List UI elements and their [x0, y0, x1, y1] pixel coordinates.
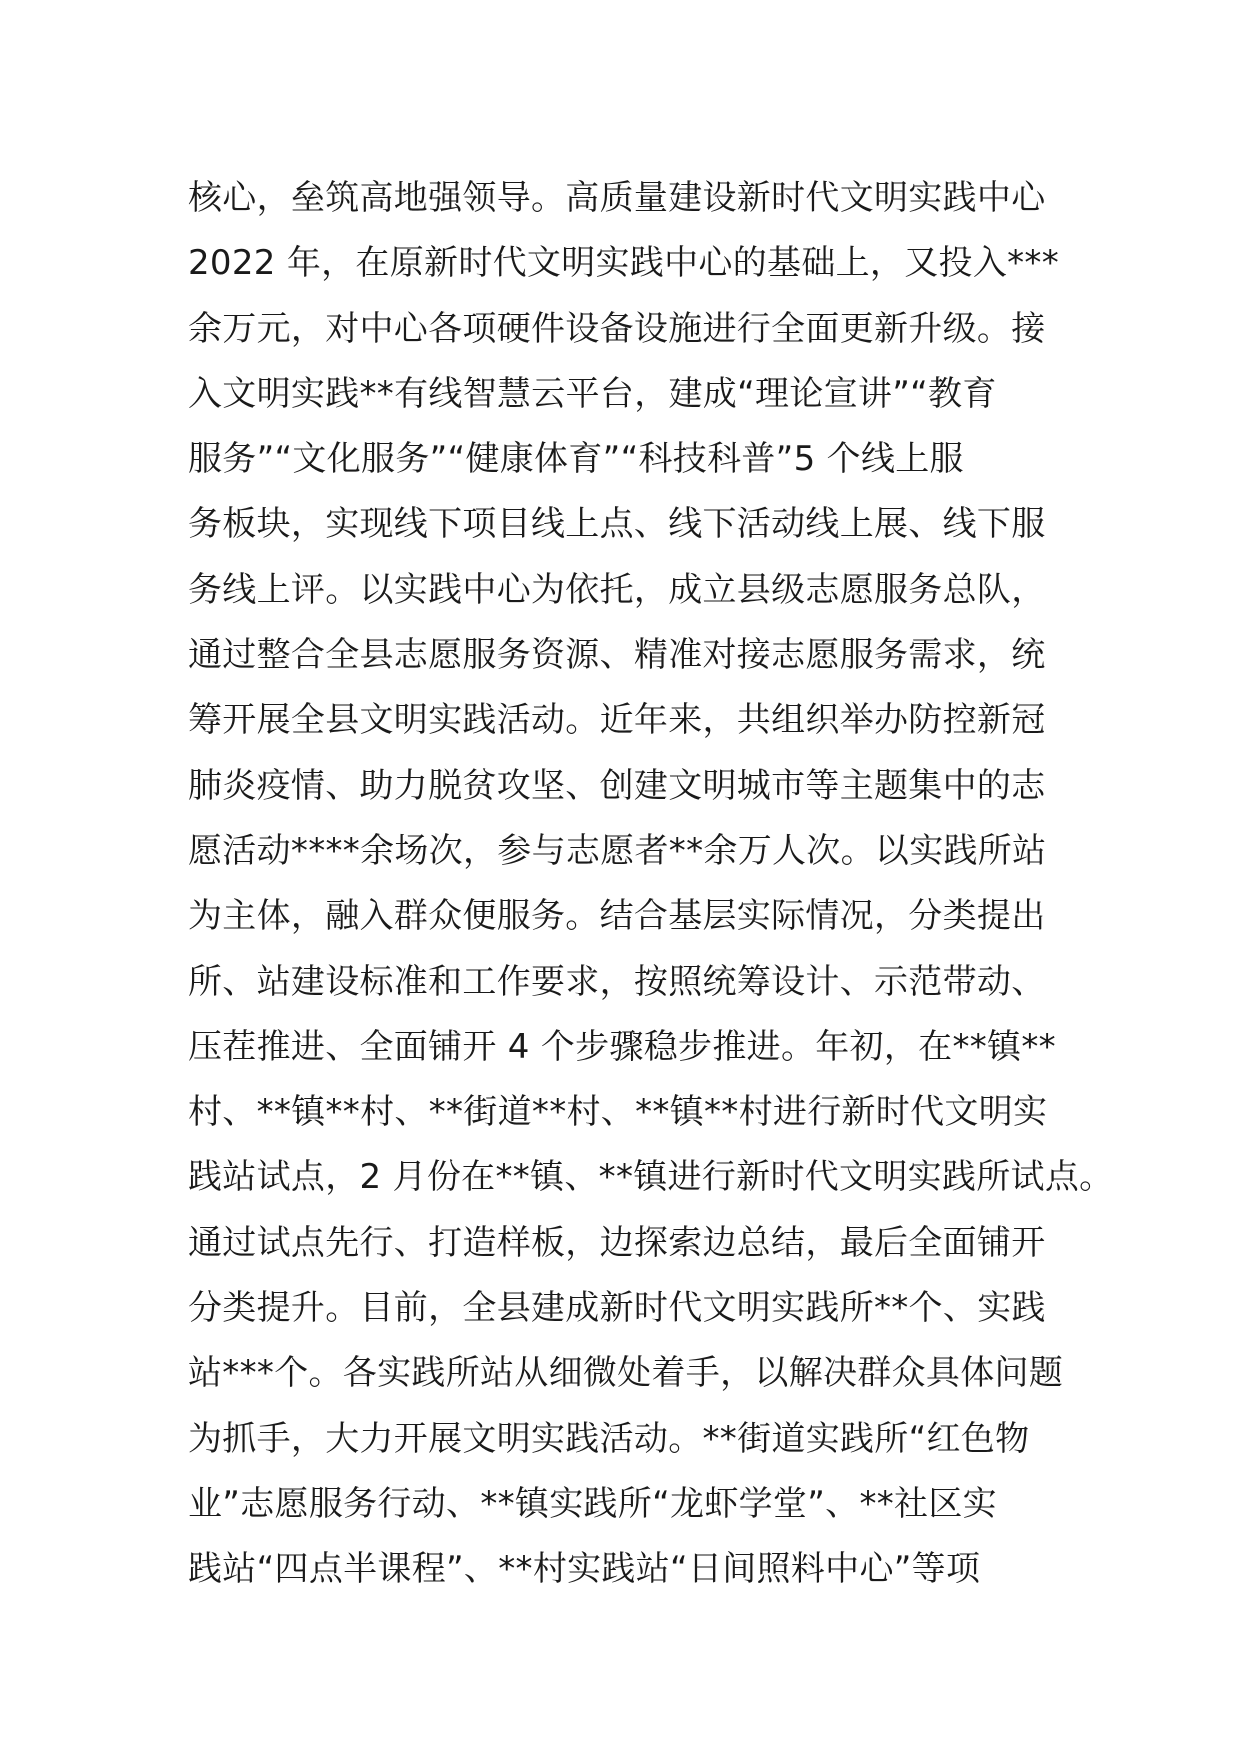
text-line: 筹开展全县文明实践活动。近年来，共组织举办防控新冠 — [188, 700, 1046, 741]
text-line: 2022 年，在原新时代文明实践中心的基础上，又投入*** — [188, 243, 1060, 284]
text-line: 通过试点先行、打造样板，边探索边总结，最后全面铺开 — [188, 1222, 1046, 1263]
body-paragraph — [188, 166, 1114, 1603]
text-line: 通过整合全县志愿服务资源、精准对接志愿服务需求，统 — [188, 635, 1046, 676]
text-line: 为主体，融入群众便服务。结合基层实际情况，分类提出 — [188, 896, 1046, 937]
text-line: 肺炎疫情、助力脱贫攻坚、创建文明城市等主题集中的志 — [188, 765, 1046, 806]
text-line: 为抓手，大力开展文明实践活动。**街道实践所“红色物 — [188, 1418, 1030, 1459]
text-line: 服务”“文化服务”“健康体育”“科技科普”5 个线上服 — [188, 439, 964, 480]
text-line: 践站试点，2 月份在**镇、**镇进行新时代文明实践所试点。 — [188, 1157, 1114, 1198]
text-line: 业”志愿服务行动、**镇实践所“龙虾学堂”、**社区实 — [188, 1483, 997, 1524]
text-line: 核心，垒筑高地强领导。高质量建设新时代文明实践中心 — [188, 178, 1046, 218]
text-line: 所、站建设标准和工作要求，按照统筹设计、示范带动、 — [188, 961, 1046, 1002]
text-line: 入文明实践**有线智慧云平台，建成“理论宣讲”“教育 — [188, 373, 997, 414]
text-line: 压茬推进、全面铺开 4 个步骤稳步推进。年初，在**镇** — [188, 1026, 1056, 1067]
text-line: 践站“四点半课程”、**村实践站“日间照料中心”等项 — [188, 1549, 981, 1590]
text-line: 务线上评。以实践中心为依托，成立县级志愿服务总队， — [188, 569, 1046, 610]
text-line: 站***个。各实践所站从细微处着手，以解决群众具体问题 — [188, 1353, 1064, 1394]
text-line: 分类提升。目前，全县建成新时代文明实践所**个、实践 — [188, 1288, 1046, 1329]
text-line: 务板块，实现线下项目线上点、线下活动线上展、线下服 — [188, 504, 1046, 545]
text-line: 村、**镇**村、**街道**村、**镇**村进行新时代文明实 — [188, 1092, 1048, 1133]
text-line: 愿活动****余场次，参与志愿者**余万人次。以实践所站 — [188, 830, 1047, 871]
text-line: 余万元，对中心各项硬件设备设施进行全面更新升级。接 — [188, 308, 1046, 349]
